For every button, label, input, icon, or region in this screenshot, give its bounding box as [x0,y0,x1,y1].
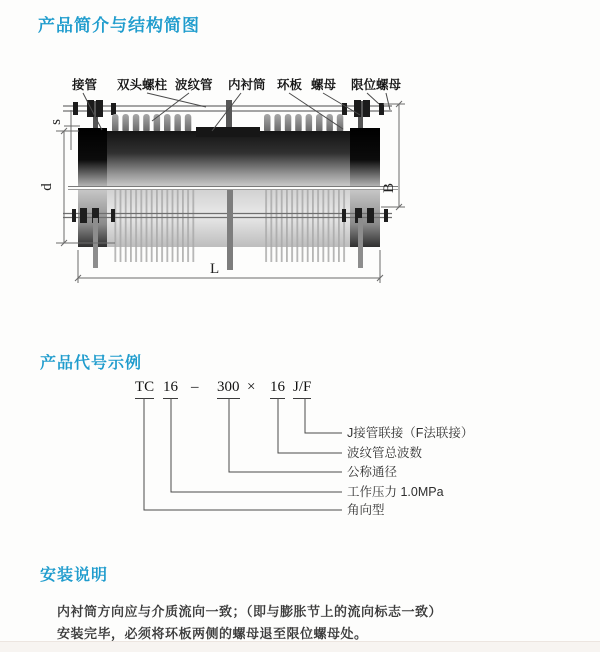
install-note-2: 安装完毕，必须将环板两侧的螺母退至限位螺母处。 [57,626,368,641]
bellows-comb-left [112,190,195,262]
code-token-pressure: 16 [163,379,178,399]
callout-wave-count: 波纹管总波数 [347,446,423,460]
label-huanban: 环板 [277,78,303,92]
bellows-comb-right [264,190,347,262]
part-labels [71,77,402,92]
install-note-1: 内衬筒方向应与介质流向一致；（即与膨胀节上的流向标志一致） [57,604,443,619]
pipe-collar-right [350,128,380,186]
label-xianwei: 限位螺母 [351,78,402,92]
callout-diameter: 公称通径 [347,465,398,479]
label-jieguan: 接管 [72,78,98,92]
callout-connection: J接管联接（F法联接） [347,426,474,440]
code-token-type: TC [135,379,154,399]
section-title-code: 产品代号示例 [40,355,143,372]
pipe-collar-right-bottom [350,190,380,247]
pipe-collar-left [78,128,107,186]
svg-text:d: d [39,183,55,191]
code-token-times: × [247,379,256,395]
svg-text:s: s [48,119,64,125]
label-bowenguan: 波纹管 [175,78,213,92]
section-title-intro: 产品简介与结构简图 [38,16,200,35]
label-luomu: 螺母 [311,78,337,92]
label-shuangtou: 双头螺柱 [117,78,168,92]
inner-liner-band [196,127,260,137]
code-token-connection: J/F [293,379,311,399]
section-title-install: 安装说明 [40,567,109,584]
page-footer-strip [0,641,600,652]
label-neichentong: 内衬筒 [228,78,266,92]
code-token-waves: 16 [270,379,285,399]
svg-text:L: L [210,261,220,277]
svg-text:B: B [381,182,397,194]
code-token-dash: – [191,379,199,395]
code-token-diameter: 300 [217,379,240,399]
dimension-B [381,101,405,210]
callout-pressure: 工作压力 1.0MPa [347,485,444,499]
callout-type: 角向型 [347,503,385,517]
bellows-body-top [78,131,380,186]
